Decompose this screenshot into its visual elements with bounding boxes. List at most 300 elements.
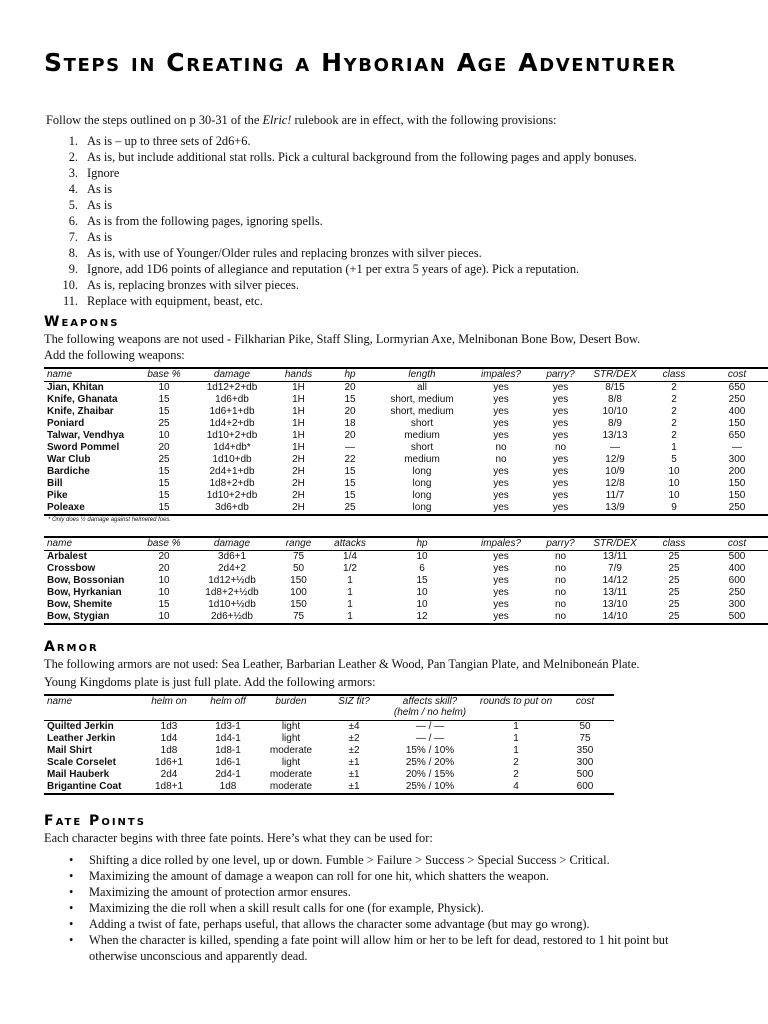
table-cell: 1H: [292, 442, 305, 453]
table-cell: 25: [668, 575, 680, 586]
table-cell: yes: [493, 490, 509, 501]
table-cell: yes: [493, 430, 509, 441]
table-cell: 2d4+2: [217, 563, 247, 574]
table-cell: 75: [273, 611, 324, 624]
ranged-column-header: STR/DEX: [587, 537, 643, 551]
table-cell: 75: [579, 733, 591, 744]
table-cell: 250: [705, 502, 768, 515]
bullet-icon: •: [69, 885, 74, 899]
table-cell: 1: [513, 721, 519, 732]
table-row: [44, 769, 614, 781]
step-number: 9.: [68, 262, 78, 276]
ranged-column-header: hp: [376, 537, 468, 551]
table-row: [44, 721, 614, 734]
armor-column-header: helm on: [140, 695, 198, 721]
fate-point-item: [44, 932, 724, 964]
table-cell: 25: [668, 551, 680, 562]
fate-point-text: Shifting a dice rolled by one level, up or down. Fumble > Failure > Success > Special Success > Critical.: [89, 853, 610, 867]
table-cell: no: [554, 575, 567, 586]
table-cell: 1d8: [160, 745, 178, 756]
table-cell: long: [412, 490, 432, 501]
table-cell: no: [554, 587, 567, 598]
table-cell: moderate: [258, 781, 324, 794]
table-cell: Crossbow: [47, 563, 96, 574]
table-cell: 13/13: [602, 430, 628, 441]
table-cell: yes: [493, 478, 509, 489]
ranged-column-header: range: [273, 537, 324, 551]
armor-table: [44, 694, 614, 795]
table-cell: yes: [493, 599, 509, 610]
table-cell: Scale Corselet: [47, 757, 116, 768]
table-cell: Bow, Stygian: [44, 611, 137, 624]
step-item: [44, 245, 724, 261]
table-cell: 8/8: [608, 394, 622, 405]
table-cell: 1d6-1: [215, 757, 241, 768]
table-cell: all: [416, 382, 427, 393]
table-cell: 1: [347, 599, 353, 610]
table-cell: 1d8: [198, 781, 258, 794]
intro-paragraph: [46, 112, 724, 128]
table-row: [44, 599, 768, 611]
table-row: [44, 394, 768, 406]
step-item: [44, 181, 724, 197]
step-item: [44, 261, 724, 277]
table-cell: 1/4: [343, 551, 357, 562]
melee-column-header: hp: [324, 368, 376, 382]
step-text: As is from the following pages, ignoring spells.: [87, 214, 323, 228]
table-cell: 1H: [292, 382, 305, 393]
ranged-column-header: attacks: [324, 537, 376, 551]
fate-point-text: Adding a twist of fate, perhaps useful, that allows the character some advantage (but may go wrong).: [89, 917, 590, 931]
table-row: [44, 502, 768, 515]
table-cell: yes: [493, 394, 509, 405]
step-item: [44, 197, 724, 213]
fate-point-text: When the character is killed, spending a fate point will allow him or her to be left for dead, restored to 1 hit point but otherwise unconscious and apparently dead.: [89, 933, 669, 963]
table-cell: 400: [728, 406, 746, 417]
table-cell: 1d3-1: [215, 721, 241, 732]
table-cell: 12: [376, 611, 468, 624]
table-cell: 25% / 20%: [405, 757, 455, 768]
table-cell: 2: [671, 430, 677, 441]
table-cell: 10/10: [602, 406, 628, 417]
table-cell: 150: [290, 599, 307, 610]
table-cell: 25: [324, 502, 376, 515]
ranged-header-row: [44, 537, 768, 551]
table-cell: 1d10+2+db: [206, 430, 258, 441]
table-cell: 300: [576, 757, 594, 768]
table-cell: yes: [552, 430, 569, 441]
step-text: As is – up to three sets of 2d6+6.: [87, 134, 251, 148]
table-cell: 12/9: [605, 454, 625, 465]
table-cell: no: [554, 563, 567, 574]
fate-points-heading: Fate Points: [44, 813, 146, 829]
table-cell: 1: [347, 587, 353, 598]
table-cell: short, medium: [390, 406, 454, 417]
table-cell: yes: [468, 611, 534, 624]
table-cell: 10/9: [605, 466, 625, 477]
ranged-column-header: impales?: [468, 537, 534, 551]
table-cell: 3d6+db: [191, 502, 273, 515]
table-cell: 10: [158, 382, 170, 393]
table-cell: Brigantine Coat: [44, 781, 140, 794]
table-cell: yes: [493, 575, 509, 586]
fate-point-text: Maximizing the amount of protection armor ensures.: [89, 885, 351, 899]
table-cell: 1d12+½db: [208, 575, 256, 586]
table-cell: 10: [668, 490, 680, 501]
table-cell: 8/9: [608, 418, 622, 429]
bullet-icon: •: [69, 869, 74, 883]
table-cell: 200: [728, 466, 746, 477]
table-cell: 500: [576, 769, 594, 780]
table-cell: light: [281, 721, 301, 732]
fate-points-intro: Each character begins with three fate points. Here’s what they can be used for:: [44, 831, 433, 845]
table-cell: 15: [158, 406, 170, 417]
armor-column-header: affects skill? (helm / no helm): [384, 695, 476, 721]
table-cell: 50: [579, 721, 591, 732]
intro-text-before: Follow the steps outlined on p 30-31 of the: [46, 113, 263, 127]
melee-column-header: STR/DEX: [587, 368, 643, 382]
ranged-column-header: name: [44, 537, 137, 551]
step-number: 3.: [68, 166, 78, 180]
table-cell: Arbalest: [47, 551, 88, 562]
table-cell: yes: [493, 466, 509, 477]
table-cell: 15: [344, 466, 356, 477]
melee-column-header: name: [44, 368, 137, 382]
table-row: [44, 490, 768, 502]
table-cell: 150: [728, 478, 746, 489]
table-cell: 25: [643, 611, 705, 624]
table-cell: 10: [158, 430, 170, 441]
ranged-weapons-table: [44, 536, 768, 625]
table-cell: medium: [404, 454, 440, 465]
table-cell: Bow, Shemite: [47, 599, 113, 610]
table-row: [44, 430, 768, 442]
rulebook-title: Elric!: [262, 113, 292, 127]
fate-points-list: [44, 852, 724, 964]
table-cell: —: [610, 442, 620, 453]
table-cell: yes: [493, 406, 509, 417]
table-cell: 250: [728, 587, 746, 598]
table-cell: 2H: [292, 466, 305, 477]
step-item: [44, 213, 724, 229]
table-cell: ±4: [348, 721, 360, 732]
table-row: [44, 575, 768, 587]
table-row: [44, 745, 614, 757]
step-text: As is: [87, 182, 113, 196]
table-row: [44, 781, 614, 794]
ranged-column-header: class: [643, 537, 705, 551]
table-row: [44, 382, 768, 395]
melee-column-header: impales?: [468, 368, 534, 382]
table-cell: no: [554, 442, 567, 453]
bullet-icon: •: [69, 901, 74, 915]
table-cell: no: [554, 599, 567, 610]
table-cell: 22: [344, 454, 356, 465]
steps-list: [44, 133, 724, 309]
table-cell: — / —: [415, 733, 445, 744]
table-cell: Bardiche: [47, 466, 90, 477]
table-cell: long: [412, 466, 432, 477]
bullet-icon: •: [69, 853, 74, 867]
table-cell: 1d4-1: [215, 733, 241, 744]
table-cell: 250: [728, 394, 746, 405]
table-cell: 600: [728, 575, 746, 586]
fate-point-item: [44, 900, 724, 916]
table-cell: 25% / 10%: [384, 781, 476, 794]
table-row: [44, 551, 768, 564]
table-cell: 1d6+1+db: [209, 406, 255, 417]
table-cell: 50: [292, 563, 305, 574]
table-cell: 500: [705, 611, 768, 624]
step-number: 5.: [68, 198, 78, 212]
table-cell: 12/8: [605, 478, 625, 489]
table-cell: 2: [671, 382, 677, 393]
table-cell: 20: [158, 442, 170, 453]
table-cell: 13/11: [602, 551, 628, 562]
step-number: 8.: [68, 246, 78, 260]
table-cell: 25: [158, 418, 170, 429]
table-cell: 100: [290, 587, 307, 598]
table-cell: 8/15: [605, 382, 625, 393]
table-cell: no: [554, 551, 567, 562]
table-cell: yes: [493, 563, 509, 574]
table-cell: 4: [476, 781, 556, 794]
fate-point-item: [44, 868, 724, 884]
table-cell: 2: [671, 394, 677, 405]
table-cell: 3d6+1: [217, 551, 247, 562]
table-cell: 1: [513, 745, 519, 756]
table-cell: 18: [344, 418, 356, 429]
table-cell: 15: [158, 394, 170, 405]
table-cell: Sword Pommel: [47, 442, 120, 453]
table-cell: 1H: [292, 394, 305, 405]
table-cell: —: [732, 442, 742, 453]
table-cell: 15: [344, 394, 356, 405]
table-cell: yes: [468, 502, 534, 515]
table-cell: 300: [728, 599, 746, 610]
table-cell: 2H: [273, 502, 324, 515]
melee-column-header: hands: [273, 368, 324, 382]
table-cell: yes: [552, 394, 569, 405]
table-cell: 10: [668, 478, 680, 489]
armor-column-header: SIZ fit?: [324, 695, 384, 721]
table-cell: yes: [493, 551, 509, 562]
table-cell: light: [281, 733, 301, 744]
table-cell: 1d6+db: [215, 394, 249, 405]
fate-point-item: [44, 852, 724, 868]
step-number: 7.: [68, 230, 78, 244]
table-cell: 75: [292, 551, 305, 562]
table-cell: Mail Shirt: [47, 745, 93, 756]
table-cell: moderate: [269, 745, 313, 756]
affects-skill-sublabel: (helm / no helm): [393, 707, 467, 718]
table-cell: ±1: [348, 769, 360, 780]
table-row: [44, 478, 768, 490]
step-number: 10.: [62, 278, 78, 292]
table-cell: 6: [419, 563, 425, 574]
melee-footnote: * Only does ½ damage against helmeted foes.: [48, 517, 172, 523]
table-cell: 650: [728, 430, 746, 441]
table-cell: 10: [416, 599, 428, 610]
table-cell: 2: [671, 418, 677, 429]
table-cell: yes: [552, 382, 569, 393]
table-cell: 150: [728, 490, 746, 501]
melee-weapons-table: [44, 367, 768, 516]
table-cell: 1H: [292, 406, 305, 417]
table-cell: Pike: [47, 490, 68, 501]
table-cell: 2d6+½db: [191, 611, 273, 624]
table-cell: 1d4+db*: [213, 442, 251, 453]
table-cell: ±1: [348, 757, 360, 768]
table-cell: 2: [671, 406, 677, 417]
ranged-column-header: damage: [191, 537, 273, 551]
table-cell: 15: [158, 490, 170, 501]
step-item: [44, 133, 724, 149]
table-cell: 15: [137, 502, 191, 515]
table-cell: 1d10+2+db: [206, 490, 258, 501]
table-row: [44, 406, 768, 418]
melee-column-header: length: [376, 368, 468, 382]
table-cell: long: [412, 478, 432, 489]
table-cell: short, medium: [390, 394, 454, 405]
bullet-icon: •: [69, 933, 74, 947]
table-cell: 25: [668, 563, 680, 574]
armor-column-header: name: [44, 695, 140, 721]
melee-header-row: [44, 368, 768, 382]
table-cell: 2: [513, 757, 519, 768]
table-row: [44, 466, 768, 478]
table-cell: 2d4-1: [215, 769, 241, 780]
step-text: As is: [87, 230, 113, 244]
step-text: As is, with use of Younger/Older rules and replacing bronzes with silver pieces.: [87, 246, 482, 260]
table-cell: short: [410, 442, 434, 453]
table-cell: ±2: [348, 745, 360, 756]
table-cell: 500: [728, 551, 746, 562]
step-number: 1.: [68, 134, 78, 148]
table-cell: long: [376, 502, 468, 515]
table-cell: 2: [513, 769, 519, 780]
step-number: 11.: [62, 294, 78, 308]
table-cell: yes: [552, 466, 569, 477]
melee-column-header: base %: [137, 368, 191, 382]
table-cell: 14/12: [602, 575, 628, 586]
table-cell: 25: [668, 587, 680, 598]
table-cell: no: [534, 611, 587, 624]
table-cell: 1d10+db: [212, 454, 252, 465]
step-item: [44, 277, 724, 293]
table-cell: 20% / 15%: [405, 769, 455, 780]
ranged-column-header: cost: [705, 537, 768, 551]
table-cell: 2d4+1+db: [209, 466, 255, 477]
table-cell: medium: [404, 430, 440, 441]
table-cell: 2H: [292, 478, 305, 489]
table-cell: 1d12+2+db: [206, 382, 258, 393]
melee-column-header: class: [643, 368, 705, 382]
table-cell: 15: [158, 599, 170, 610]
table-cell: Mail Hauberk: [47, 769, 110, 780]
table-cell: 1d4: [160, 733, 178, 744]
table-cell: 5: [671, 454, 677, 465]
table-cell: 10: [137, 611, 191, 624]
table-cell: 25: [668, 599, 680, 610]
table-row: [44, 454, 768, 466]
table-row: [44, 418, 768, 430]
armor-column-header: burden: [258, 695, 324, 721]
table-cell: 350: [576, 745, 594, 756]
table-cell: 1d8+2+db: [209, 478, 255, 489]
table-cell: 2H: [292, 454, 305, 465]
table-cell: 1d10+½db: [208, 599, 256, 610]
table-cell: 10: [158, 575, 170, 586]
armor-heading: Armor: [44, 639, 99, 655]
table-row: [44, 587, 768, 599]
table-cell: 10: [416, 551, 428, 562]
table-cell: 1: [671, 442, 677, 453]
table-row: [44, 733, 614, 745]
table-cell: War Club: [47, 454, 91, 465]
table-cell: 2d4: [160, 769, 178, 780]
bullet-icon: •: [69, 917, 74, 931]
table-cell: — / —: [415, 721, 445, 732]
table-cell: 300: [728, 454, 746, 465]
step-number: 4.: [68, 182, 78, 196]
table-cell: yes: [534, 502, 587, 515]
fate-point-item: [44, 916, 724, 932]
table-row: [44, 757, 614, 769]
table-cell: 150: [728, 418, 746, 429]
table-cell: yes: [552, 406, 569, 417]
step-item: [44, 149, 724, 165]
table-cell: 1H: [292, 418, 305, 429]
table-cell: Bow, Bossonian: [47, 575, 125, 586]
table-cell: 15% / 10%: [405, 745, 455, 756]
weapons-add-text: Add the following weapons:: [44, 348, 185, 362]
table-cell: 15: [344, 490, 356, 501]
fate-point-text: Maximizing the die roll when a skill result calls for one (for example, Physick).: [89, 901, 484, 915]
table-cell: light: [281, 757, 301, 768]
step-number: 2.: [68, 150, 78, 164]
table-cell: 15: [344, 478, 356, 489]
table-cell: Poleaxe: [44, 502, 137, 515]
step-number: 6.: [68, 214, 78, 228]
table-cell: no: [495, 442, 507, 453]
table-cell: 13/11: [602, 587, 628, 598]
intro-text-after: rulebook are in effect, with the following provisions:: [291, 113, 557, 127]
table-cell: 1d8+1: [140, 781, 198, 794]
table-cell: 1d6+1: [154, 757, 184, 768]
armor-column-header: rounds to put on: [476, 695, 556, 721]
table-cell: Bow, Hyrkanian: [47, 587, 122, 598]
table-cell: 15: [158, 466, 170, 477]
table-cell: moderate: [269, 769, 313, 780]
step-text: Replace with equipment, beast, etc.: [87, 294, 263, 308]
table-cell: 1d8-1: [215, 745, 241, 756]
table-cell: yes: [552, 418, 569, 429]
step-text: Ignore, add 1D6 points of allegiance and reputation (+1 per extra 5 years of age). Pick a reputation.: [87, 262, 580, 276]
table-cell: Poniard: [47, 418, 85, 429]
step-text: As is, but include additional stat rolls. Pick a cultural background from the following pages and apply bonuses.: [87, 150, 637, 164]
melee-column-header: damage: [191, 368, 273, 382]
table-cell: 25: [158, 454, 170, 465]
armor-column-header: cost: [556, 695, 614, 721]
weapons-heading: Weapons: [44, 314, 120, 330]
table-cell: 10: [416, 587, 428, 598]
table-cell: Knife, Zhaibar: [47, 406, 114, 417]
table-cell: 1/2: [343, 563, 357, 574]
table-cell: 20: [344, 406, 356, 417]
table-cell: yes: [552, 478, 569, 489]
table-cell: 1H: [292, 430, 305, 441]
